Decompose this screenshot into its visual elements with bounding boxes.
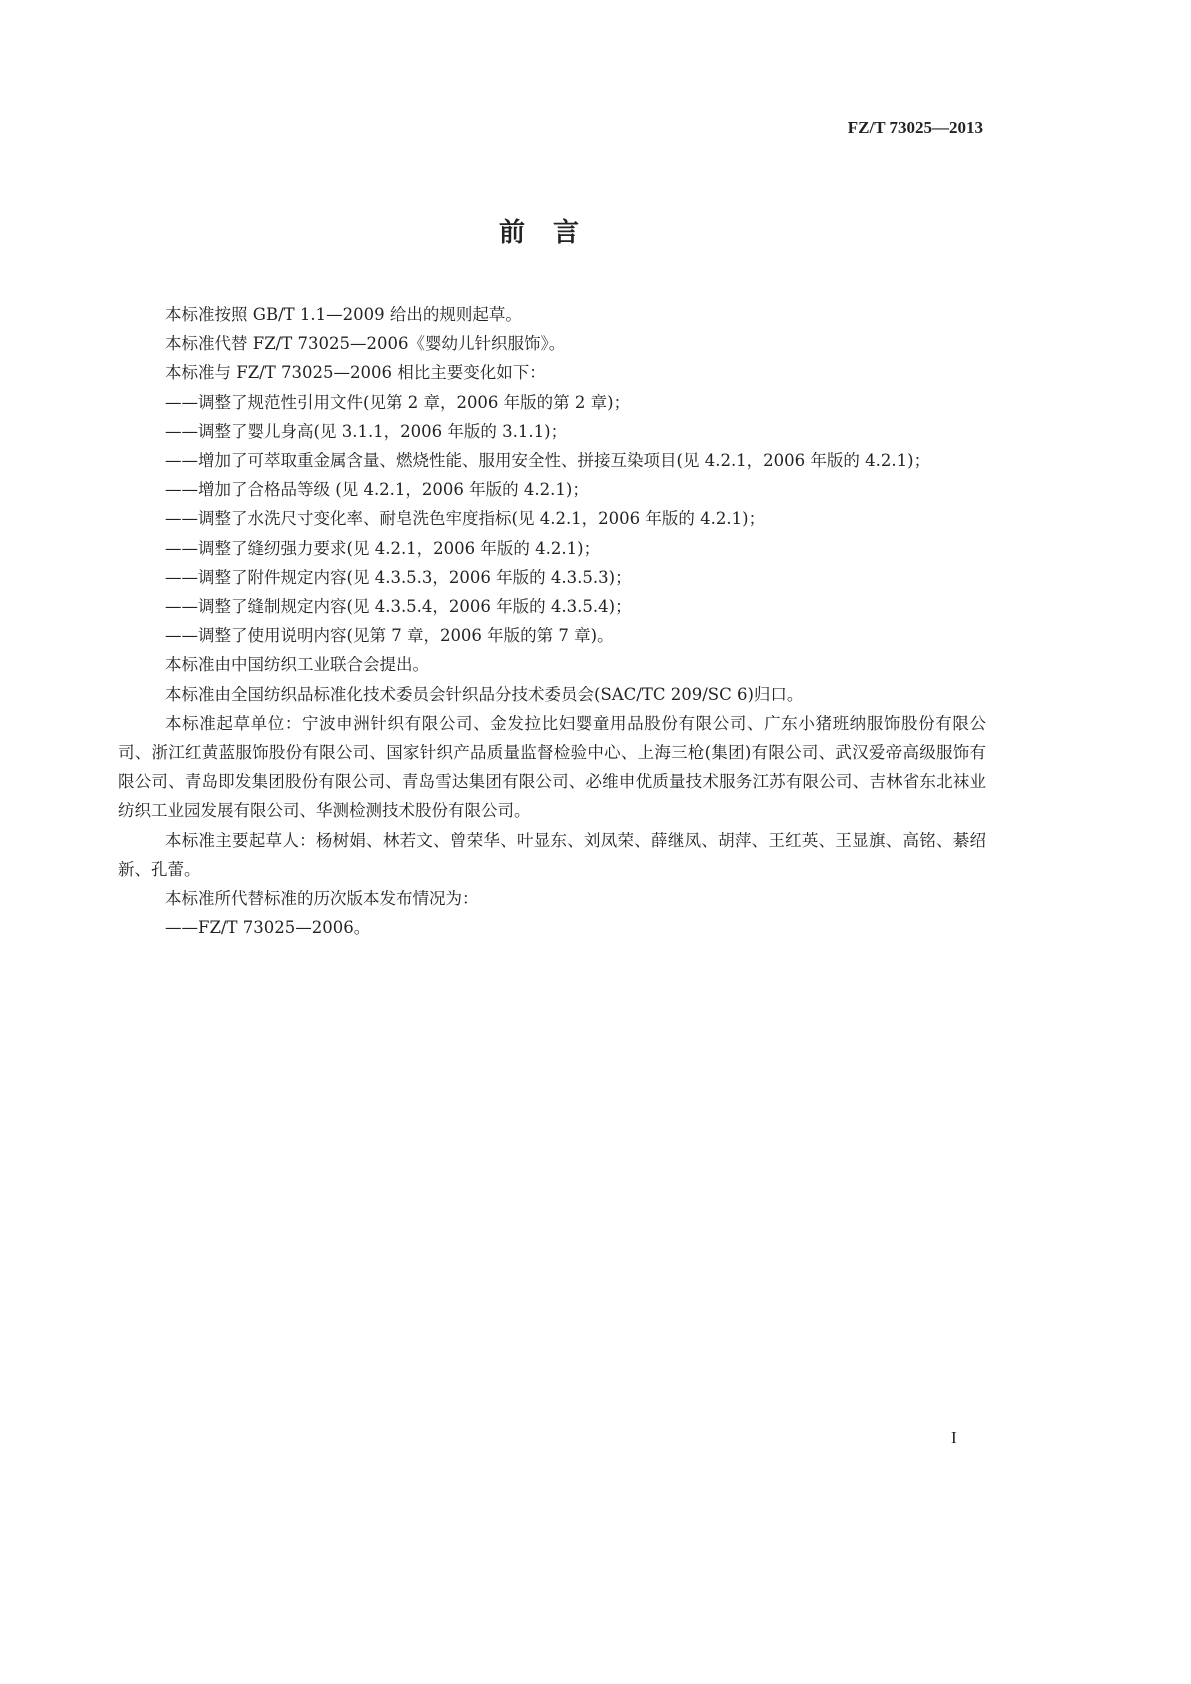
drafters: 本标准主要起草人：杨树娟、林若文、曾荣华、叶显东、刘凤荣、薛继凤、胡萍、王红英、王显旗、高铭、綦绍新、孔蕾。 bbox=[118, 830, 986, 879]
change-item: ——调整了附件规定内容(见 4.3.5.3，2006 年版的 4.3.5.3)； bbox=[165, 567, 632, 587]
paragraph: 本标准按照 GB/T 1.1—2009 给出的规则起草。 bbox=[165, 305, 522, 324]
change-item: ——增加了合格品等级 (见 4.2.1，2006 年版的 4.2.1)； bbox=[165, 480, 589, 500]
change-item: ——调整了水洗尺寸变化率、耐皂洗色牢度指标(见 4.2.1，2006 年版的 4.2.1)； bbox=[165, 509, 766, 529]
page-number: I bbox=[951, 1428, 957, 1447]
page-title: 前言 bbox=[498, 218, 607, 248]
previous-version: ——FZ/T 73025—2006。 bbox=[165, 918, 371, 938]
change-item: ——调整了使用说明内容(见第 7 章，2006 年版的第 7 章)。 bbox=[165, 626, 614, 646]
drafting-units: 本标准起草单位：宁波申洲针织有限公司、金发拉比妇婴童用品股份有限公司、广东小猪班纳服饰股份有限公司、浙江红黄蓝服饰股份有限公司、国家针织产品质量监督检验中心、上海三枪(集团)有限公司、武汉爱帝高级服饰有限公司、青岛即发集团股份有限公司、青岛雪达集团有限公司、必维申优质量技术服务江苏有限公司、吉林省东北袜业纺织工业园发展有限公司、华测检测技术股份有限公司。 bbox=[118, 713, 986, 821]
change-item: ——增加了可萃取重金属含量、燃烧性能、服用安全性、拼接互染项目(见 4.2.1，2006 年版的 4.2.1)； bbox=[165, 451, 931, 471]
standard-code-header: FZ/T 73025—2013 bbox=[847, 118, 983, 137]
change-item: ——调整了缝制规定内容(见 4.3.5.4，2006 年版的 4.3.5.4)； bbox=[165, 597, 632, 617]
paragraph: 本标准由中国纺织工业联合会提出。 bbox=[165, 655, 430, 675]
change-item: ——调整了缝纫强力要求(见 4.2.1，2006 年版的 4.2.1)； bbox=[165, 538, 601, 558]
foreword-body bbox=[118, 300, 986, 942]
paragraph: 本标准所代替标准的历次版本发布情况为： bbox=[165, 889, 479, 909]
paragraph: 本标准由全国纺织品标准化技术委员会针织品分技术委员会(SAC/TC 209/SC 6)归口。 bbox=[165, 684, 804, 704]
change-item: ——调整了婴儿身高(见 3.1.1，2006 年版的 3.1.1)； bbox=[165, 421, 568, 441]
paragraph: 本标准代替 FZ/T 73025—2006《婴幼儿针织服饰》。 bbox=[165, 334, 566, 354]
paragraph: 本标准与 FZ/T 73025—2006 相比主要变化如下： bbox=[165, 363, 546, 383]
change-item: ——调整了规范性引用文件(见第 2 章，2006 年版的第 2 章)； bbox=[165, 392, 631, 412]
